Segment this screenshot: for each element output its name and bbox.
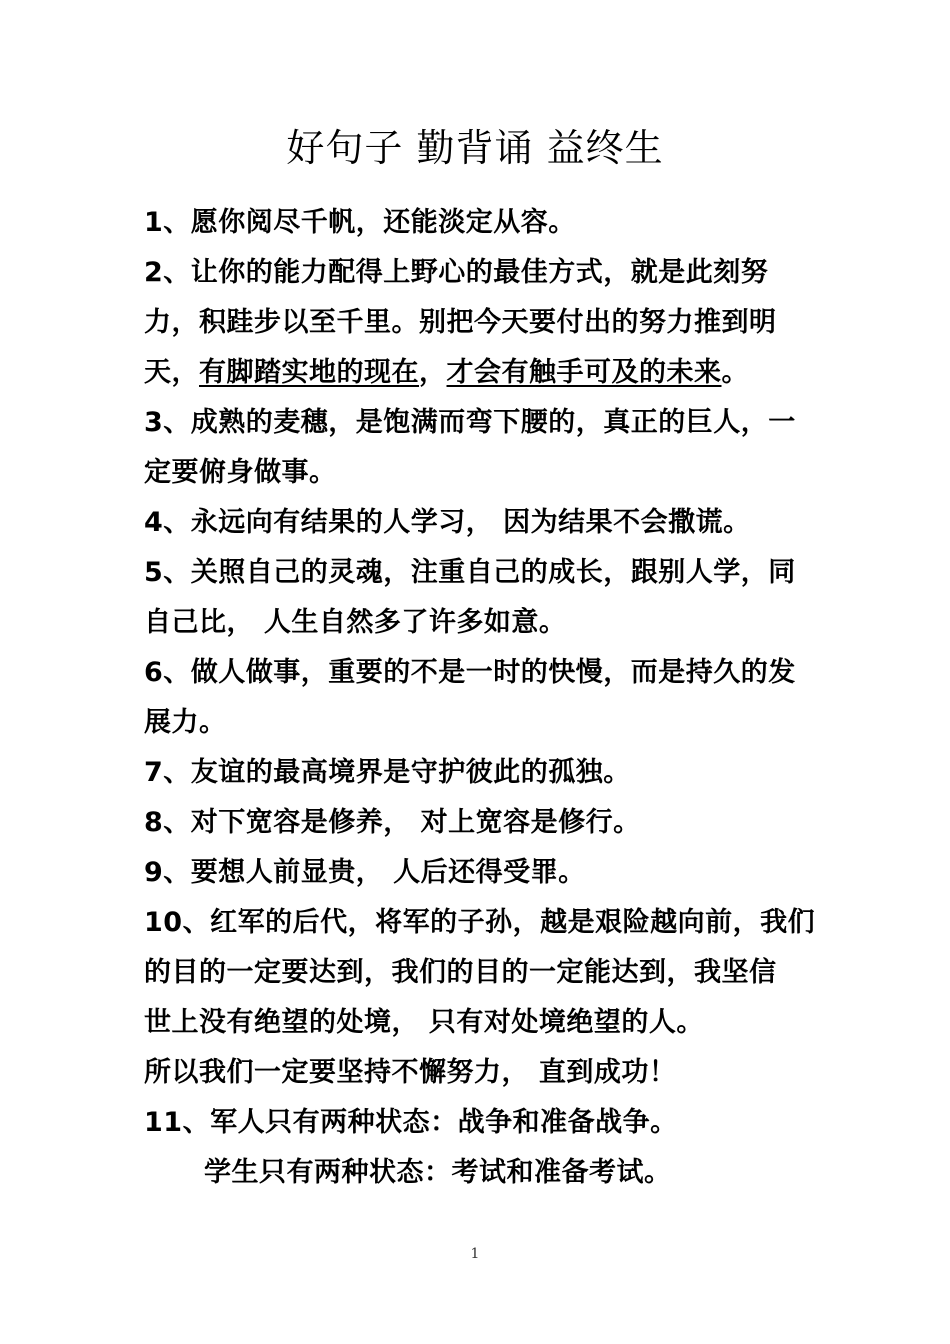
text-line: 所以我们一定要坚持不懈努力， 直到成功！ [144,1057,677,1088]
text-line [144,348,816,398]
underlined-phrase: 才会有触手可及的未来 [446,357,722,388]
text-line: 力，积跬步以至千里。别把今天要付出的努力推到明 [144,307,777,338]
document-body [144,198,816,1198]
text-line: 3、成熟的麦穗，是饱满而弯下腰的，真正的巨人，一 [144,407,796,438]
text-line: 世上没有绝望的处境， 只有对处境绝望的人。 [144,1007,704,1038]
text-line: 10、红军的后代，将军的子孙，越是艰险越向前，我们 [144,907,816,938]
text-segment: ， [419,357,447,388]
page-number: 1 [470,1246,480,1262]
text-line: 自己比， 人生自然多了许多如意。 [144,607,567,638]
text-segment: 。 [721,357,749,388]
text-segment: 天， [144,357,199,388]
text-line: 7、友谊的最高境界是守护彼此的孤独。 [144,757,631,788]
text-line: 9、要想人前显贵， 人后还得受罪。 [144,857,586,888]
underlined-phrase: 有脚踏实地的现在 [199,357,419,388]
text-line: 4、永远向有结果的人学习， 因为结果不会撒谎。 [144,507,751,538]
text-line: 11、军人只有两种状态：战争和准备战争。 [144,1107,678,1138]
text-line: 定要俯身做事。 [144,457,337,488]
text-line: 学生只有两种状态：考试和准备考试。 [204,1157,672,1188]
text-line: 的目的一定要达到，我们的目的一定能达到，我坚信 [144,957,777,988]
text-line: 5、关照自己的灵魂，注重自己的成长，跟别人学，同 [144,557,796,588]
text-line: 2、让你的能力配得上野心的最佳方式，就是此刻努 [144,257,769,288]
text-line: 展力。 [144,707,227,738]
text-line: 1、愿你阅尽千帆，还能淡定从容。 [144,207,576,238]
text-line: 6、做人做事，重要的不是一时的快慢，而是持久的发 [144,657,796,688]
text-line: 8、对下宽容是修养， 对上宽容是修行。 [144,807,641,838]
page-title: 好句子 勤背诵 益终生 [286,126,664,170]
